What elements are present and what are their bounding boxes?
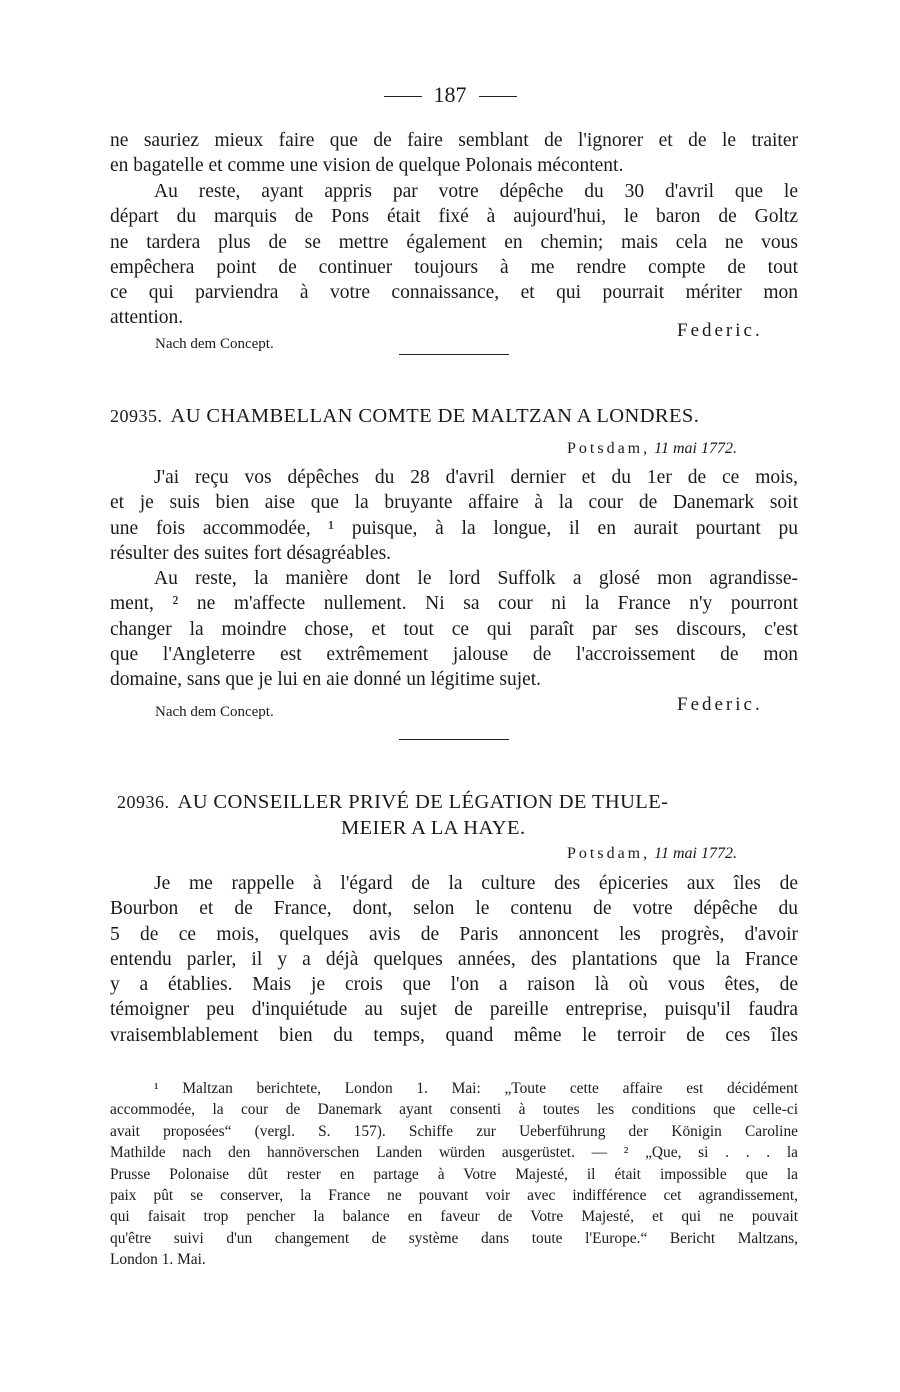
dateline-date: 11 mai 1772. <box>654 440 737 457</box>
dateline <box>567 440 737 458</box>
footnote-line: London 1. Mai. <box>110 1251 206 1269</box>
footnotes <box>110 1078 798 1271</box>
header-rule-left <box>384 96 422 97</box>
header-rule-right <box>479 96 517 97</box>
page-number: 187 <box>433 82 467 107</box>
section-divider <box>399 354 509 355</box>
text-line: ce qui parviendra à votre connaissance, et qui pourrait mériter mon <box>110 282 798 304</box>
section-divider <box>399 739 509 740</box>
text-line: attention. <box>110 307 184 329</box>
footnote-line: qui faisait trop pencher la balance en faveur de Votre Majesté, et qui ne pouvait <box>110 1208 798 1226</box>
source-note: Nach dem Concept. <box>155 336 274 352</box>
letter-title-line-1: AU CONSEILLER PRIVÉ DE LÉGATION DE THULE- <box>177 791 669 813</box>
dateline <box>567 845 737 863</box>
text-line: Au reste, la manière dont le lord Suffolk a glosé mon agrandisse- <box>154 568 798 589</box>
footnote-line: Mathilde nach den hannöverschen Landen würden ausgerüstet. — ² „Que, si . . . la <box>110 1144 798 1162</box>
signature: Federic. <box>677 694 763 715</box>
text-line: Je me rappelle à l'égard de la culture des épiceries aux îles de <box>154 873 798 894</box>
footnote-line: avait proposées“ (vergl. S. 157). Schiffe zur Ueberführung der Königin Caroline <box>110 1122 798 1140</box>
text-line: Bourbon et de France, dont, selon le contenu de votre dépêche du <box>110 898 798 920</box>
text-line: 5 de ce mois, quelques avis de Paris annoncent les progrès, d'avoir <box>110 923 798 945</box>
letter-title-line-2: MEIER A LA HAYE. <box>341 817 526 839</box>
footnote-line: Prusse Polonaise dût rester en partage à Votre Majesté, il était impossible que la <box>110 1165 798 1183</box>
text-line: et je suis bien aise que la bruyante affaire à la cour de Danemark soit <box>110 492 798 514</box>
text-line: entendu parler, il y a déjà quelques années, des plantations que la France <box>110 948 798 970</box>
letter-paragraph <box>110 871 798 1048</box>
text-line: ne tardera plus de se mettre également en chemin; mais cela ne vous <box>110 231 798 253</box>
letter-number: 20935. <box>110 406 163 426</box>
continued-paragraph <box>110 128 798 179</box>
letter-heading-continued <box>341 817 741 840</box>
text-line: vraisemblablement bien du temps, quand même le terroir de ces îles <box>110 1024 798 1046</box>
text-line: ne sauriez mieux faire que de faire semblant de l'ignorer et de le traiter <box>110 130 798 151</box>
letter-heading <box>117 791 807 814</box>
dateline-place: Potsdam, <box>567 440 651 457</box>
dateline-place: Potsdam, <box>567 845 651 862</box>
text-line: changer la moindre chose, et tout ce qui paraît par ses discours, c'est <box>110 618 798 640</box>
text-line: en bagatelle et comme une vision de quelque Polonais mécontent. <box>110 155 624 177</box>
footnote-line: accommodée, la cour de Danemark ayant consenti à toutes les conditions que celle-ci <box>110 1101 798 1119</box>
letter-title: AU CHAMBELLAN COMTE DE MALTZAN A LONDRES. <box>170 405 700 427</box>
text-line: Au reste, ayant appris par votre dépêche du 30 d'avril que le <box>154 181 798 202</box>
text-line: empêchera point de continuer toujours à me rendre compte de tout <box>110 256 798 278</box>
text-line: témoigner peu d'inquiétude au sujet de pareille entreprise, puisqu'il faudra <box>110 999 798 1021</box>
text-line: J'ai reçu vos dépêches du 28 d'avril dernier et du 1er de ce mois, <box>154 467 798 488</box>
page-number-header <box>0 82 900 108</box>
text-line: que l'Angleterre est extrêmement jalouse de l'accroissement de mon <box>110 643 798 665</box>
letter-paragraph <box>110 465 798 566</box>
dateline-date: 11 mai 1772. <box>654 845 737 862</box>
text-line: domaine, sans que je lui en aie donné un légitime sujet. <box>110 669 542 691</box>
letter-heading <box>110 405 800 428</box>
signature: Federic. <box>677 320 763 341</box>
text-line: une fois accommodée, ¹ puisque, à la longue, il en aurait pourtant pu <box>110 517 798 539</box>
continued-paragraph-2 <box>110 179 798 331</box>
letter-paragraph-2 <box>110 566 798 692</box>
footnote-line: paix pût se conserver, la France ne pouvant voir avec indifférence cet agrandissement, <box>110 1187 798 1205</box>
text-line: y a établies. Mais je crois que l'on a raison là où vous êtes, de <box>110 974 798 996</box>
footnote-line: ¹ Maltzan berichtete, London 1. Mai: „Toute cette affaire est décidément <box>154 1080 798 1097</box>
footnote-line: qu'être suivi d'un changement de système dans toute l'Europe.“ Bericht Maltzans, <box>110 1229 798 1247</box>
letter-number: 20936. <box>117 792 170 812</box>
text-line: départ du marquis de Pons était fixé à aujourd'hui, le baron de Goltz <box>110 206 798 228</box>
text-line: résulter des suites fort désagréables. <box>110 542 392 564</box>
source-note: Nach dem Concept. <box>155 704 274 720</box>
text-line: ment, ² ne m'affecte nullement. Ni sa cour ni la France n'y pourront <box>110 593 798 615</box>
